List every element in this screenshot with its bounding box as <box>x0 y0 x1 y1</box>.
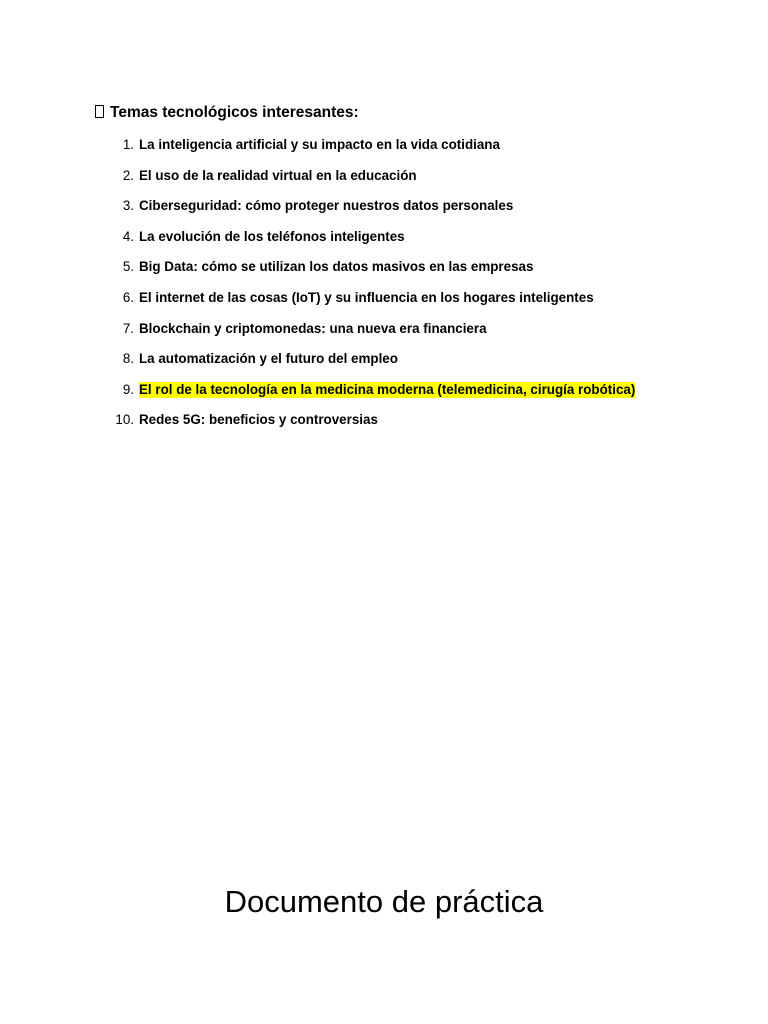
list-item <box>110 198 710 229</box>
list-item-text: La inteligencia artificial y su impacto en la vida cotidiana <box>139 137 500 152</box>
list-item-text: La evolución de los teléfonos inteligentes <box>139 228 405 244</box>
list-item-number: 7. <box>122 320 134 336</box>
missing-glyph-icon <box>95 105 104 118</box>
section-heading <box>95 103 359 123</box>
list-item-text: El internet de las cosas (IoT) y su influencia en los hogares inteligentes <box>139 289 594 305</box>
list-item <box>110 229 710 260</box>
list-item <box>110 412 710 443</box>
list-item-number: 4. <box>122 228 134 244</box>
list-item-text: Ciberseguridad: cómo proteger nuestros datos personales <box>139 198 514 214</box>
list-item-text: La automatización y el futuro del empleo <box>139 351 398 367</box>
list-item <box>110 290 710 321</box>
list-item-text: Big Data: cómo se utilizan los datos masivos en las empresas <box>139 259 534 275</box>
list-item <box>110 259 710 290</box>
section-heading-text: Temas tecnológicos interesantes: <box>110 104 359 121</box>
list-item-number: 5. <box>122 259 134 275</box>
list-item-number: 3. <box>122 198 134 214</box>
list-item-text: Redes 5G: beneficios y controversias <box>139 412 378 428</box>
list-item-text: El uso de la realidad virtual en la educación <box>139 167 417 183</box>
list-item <box>110 351 710 382</box>
list-item-number: 1. <box>122 137 134 152</box>
list-item-number: 8. <box>122 351 134 367</box>
list-item <box>110 137 710 168</box>
topic-list <box>110 137 710 443</box>
list-item <box>110 168 710 199</box>
list-item-number: 9. <box>122 381 134 397</box>
list-item-number: 2. <box>122 167 134 183</box>
list-item-number: 10. <box>115 412 134 428</box>
list-item-number: 6. <box>122 289 134 305</box>
document-title: Documento de práctica <box>224 884 544 919</box>
list-item <box>110 382 710 413</box>
list-item-text: Blockchain y criptomonedas: una nueva era financiera <box>139 320 487 336</box>
list-item-text-highlighted: El rol de la tecnología en la medicina moderna (telemedicina, cirugía robótica) <box>139 381 636 397</box>
list-item <box>110 321 710 352</box>
